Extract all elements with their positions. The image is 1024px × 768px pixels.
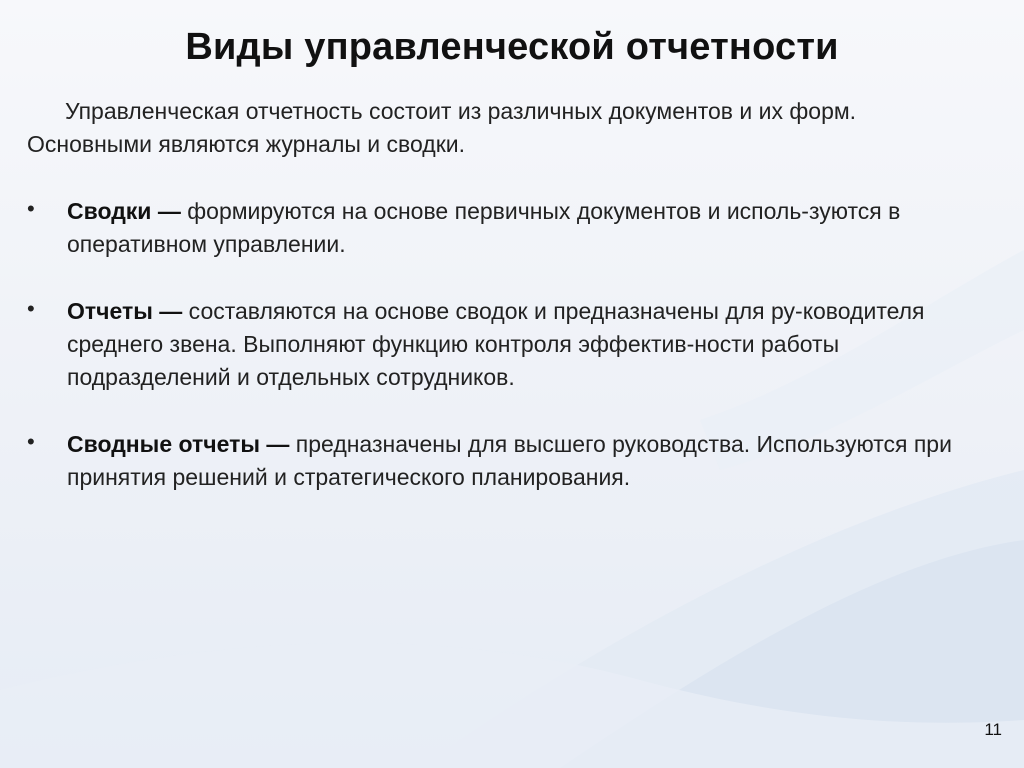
bullet-text: предназначены для высшего руководства. Используются при принятия решений и стратегического планирования. <box>67 431 952 490</box>
bullet-text: составляются на основе сводок и предназначены для ру-ководителя среднего звена. Выполняют функцию контроля эффектив-ности работы подразделений и отдельных сотрудников. <box>67 298 925 390</box>
bullet-term: Сводки — <box>67 198 181 224</box>
bullet-icon: • <box>27 196 35 221</box>
intro-paragraph: Управленческая отчетность состоит из различных документов и их форм. Основными являются журналы и сводки. <box>27 98 857 157</box>
bullet-term: Отчеты — <box>67 298 183 324</box>
bullet-list <box>27 195 1002 528</box>
bullet-text: формируются на основе первичных документов и исполь-зуются в оперативном управлении. <box>67 198 901 257</box>
bullet-icon: • <box>27 429 35 454</box>
bullet-item-otchety <box>27 295 1002 394</box>
bullet-item-svodnye-otchety <box>27 428 1002 494</box>
slide-title: Виды управленческой отчетности <box>185 26 839 68</box>
bullet-term: Сводные отчеты — <box>67 431 290 457</box>
bullet-item-svodki <box>27 195 1002 261</box>
page-number: 11 <box>984 720 1002 739</box>
bullet-icon: • <box>27 296 35 321</box>
